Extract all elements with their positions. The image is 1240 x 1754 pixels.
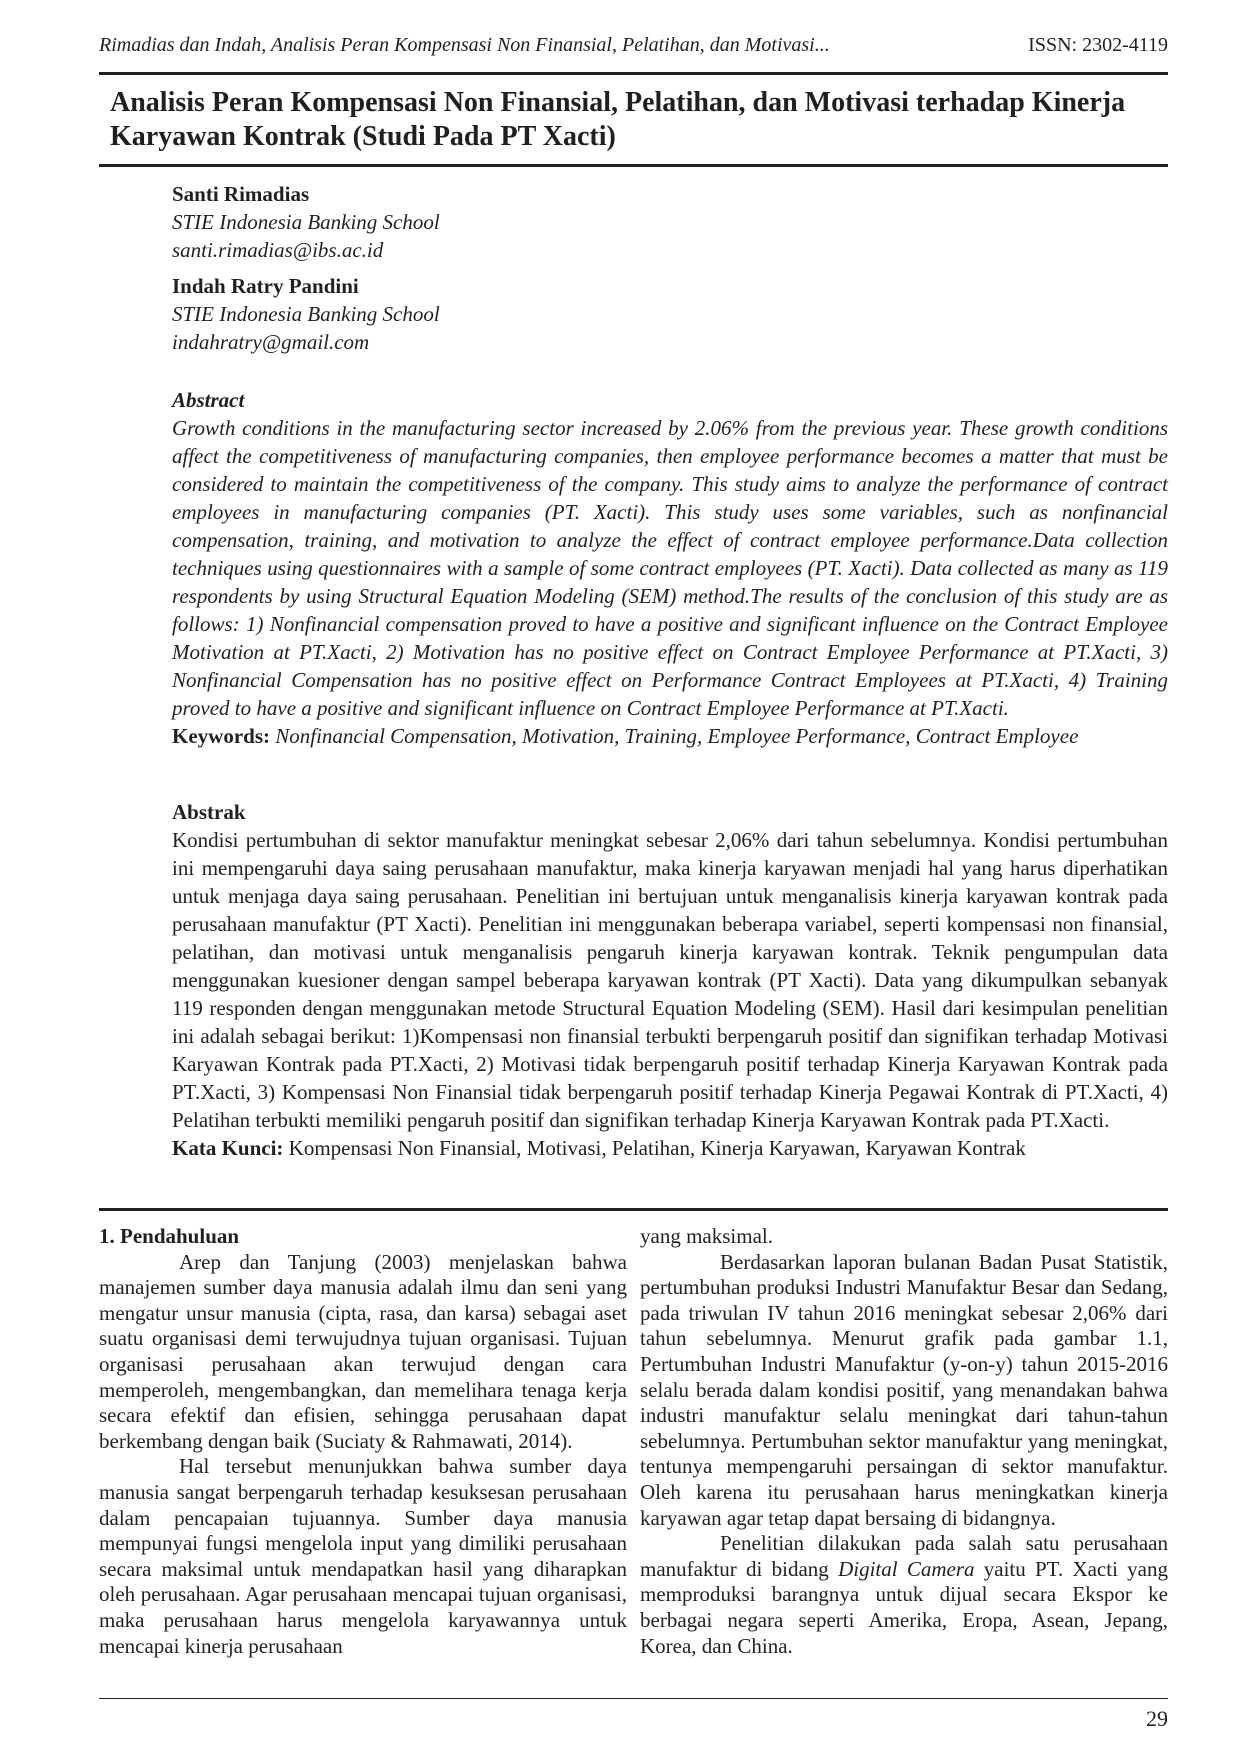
author-name: Santi Rimadias <box>172 182 310 206</box>
paragraph: Arep dan Tanjung (2003) menjelaskan bahwa manajemen sumber daya manusia adalah ilmu dan seni yang mengatur unsur manusia (cipta, rasa, dan karsa) sebagai aset suatu organisasi demi terwujudnya tujuan organisasi. Tujuan organisasi perusahaan akan terwujud dengan cara memperoleh, mengembangkan, dan memelihara tenaga kerja secara efektif dan efisien, sehingga perusahaan dapat berkembang dengan baik (Suciaty & Rahmawati, 2014). <box>99 1249 627 1453</box>
abstract-english <box>172 386 1168 750</box>
right-column <box>640 1224 1168 1659</box>
title-rule <box>99 164 1168 167</box>
kata-kunci-text: Kompensasi Non Finansial, Motivasi, Pelatihan, Kinerja Karyawan, Karyawan Kontrak <box>288 1136 1026 1160</box>
paper-title: Analisis Peran Kompensasi Non Finansial, Pelatihan, dan Motivasi terhadap Kinerja Karyawan Kontrak (Studi Pada PT Xacti) <box>110 87 1126 152</box>
emphasis-text: Digital Camera <box>838 1556 975 1581</box>
paragraph: Berdasarkan laporan bulanan Badan Pusat Statistik, pertumbuhan produksi Industri Manufaktur Besar dan Sedang, pada triwulan IV tahun 2016 meningkat sebesar 2,06% dari tahun sebelumnya. Menurut grafik pada gambar 1.1, Pertumbuhan Industri Manufaktur (y-on-y) tahun 2015-2016 selalu berada dalam kondisi positif, yang menandakan bahwa industri manufaktur selalu meningkat dari tahun-tahun sebelumnya. Pertumbuhan sektor manufaktur yang meningkat, tentunya mempengaruhi persaingan di sektor manufaktur. Oleh karena itu perusahaan harus meningkatkan kinerja karyawan agar tetap dapat bersaing di bidangnya. <box>640 1249 1168 1530</box>
kata-kunci-line <box>172 1134 1168 1162</box>
kata-kunci-label: Kata Kunci: <box>172 1136 284 1160</box>
abstrak-text: Kondisi pertumbuhan di sektor manufaktur meningkat sebesar 2,06% dari tahun sebelumnya. Kondisi pertumbuhan ini mempengaruhi daya saing perusahaan manufaktur, maka kinerja karyawan menjadi hal yang harus diperhatikan untuk menjaga daya saing perusahaan. Penelitian ini bertujuan untuk menganalisis kinerja karyawan kontrak pada perusahaan manufaktur (PT Xacti). Penelitian ini menggunakan beberapa variabel, seperti kompensasi non finansial, pelatihan, dan motivasi untuk menganalisis pengaruh kinerja karyawan kontrak. Teknik pengumpulan data menggunakan kuesioner dengan sampel beberapa karyawan kontrak (PT Xacti). Data yang dikumpulkan sebanyak 119 responden dengan menggunakan metode Structural Equation Modeling (SEM). Hasil dari kesimpulan penelitian ini adalah sebagai berikut: 1)Kompensasi non finansial terbukti berpengaruh positif dan signifikan terhadap Motivasi Karyawan Kontrak pada PT.Xacti, 2) Motivasi tidak berpengaruh positif terhadap Kinerja Karyawan Kontrak pada PT.Xacti, 3) Kompensasi Non Finansial tidak berpengaruh positif terhadap Kinerja Pegawai Kontrak di PT.Xacti, 4) Pelatihan terbukti memiliki pengaruh positif dan signifikan terhadap Kinerja Karyawan Kontrak pada PT.Xacti. <box>172 828 1168 1132</box>
left-column <box>99 1224 627 1659</box>
keywords-line <box>172 722 1168 750</box>
keywords-text: Nonfinancial Compensation, Motivation, Training, Employee Performance, Contract Employee <box>275 724 1079 748</box>
author-affiliation: STIE Indonesia Banking School <box>172 210 440 234</box>
footer-rule <box>99 1698 1168 1699</box>
author-email: santi.rimadias@ibs.ac.id <box>172 238 384 262</box>
paragraph <box>640 1531 1168 1659</box>
section-heading: 1. Pendahuluan <box>99 1224 240 1248</box>
paragraph-text: Penelitian dilakukan pada salah satu perusahaan manufaktur di bidang <box>640 1531 1168 1581</box>
author-1 <box>172 180 440 264</box>
section-rule <box>99 1208 1168 1211</box>
header-rule <box>99 72 1168 75</box>
author-name: Indah Ratry Pandini <box>172 274 359 298</box>
page-number: 29 <box>1146 1706 1168 1731</box>
abstract-text: Growth conditions in the manufacturing sector increased by 2.06% from the previous year. These growth conditions affect the competitiveness of manufacturing companies, then employee performance becomes a matter that must be considered to maintain the competitiveness of the company. This study aims to analyze the performance of contract employees in manufacturing companies (PT. Xacti). This study uses some variables, such as nonfinancial compensation, training, and motivation to analyze the effect of contract employee performance.Data collection techniques using questionnaires with a sample of some contract employees (PT. Xacti). Data collected as many as 119 respondents by using Structural Equation Modeling (SEM) method.The results of the conclusion of this study are as follows: 1) Nonfinancial compensation proved to have a positive and significant influence on the Contract Employee Motivation at PT.Xacti, 2) Motivation has no positive effect on Contract Employee Performance at PT.Xacti, 3) Nonfinancial Compensation has no positive effect on Performance Contract Employees at PT.Xacti, 4) Training proved to have a positive and significant influence on Contract Employee Performance at PT.Xacti. <box>172 416 1168 720</box>
paragraph: Hal tersebut menunjukkan bahwa sumber daya manusia sangat berpengaruh terhadap kesuksesan perusahaan dalam pencapaian tujuannya. Sumber daya manusia mempunyai fungsi mengelola input yang dimiliki perusahaan secara maksimal untuk mendapatkan hasil yang diharapkan oleh perusahaan. Agar perusahaan mencapai tujuan organisasi, maka perusahaan harus mengelola karyawannya untuk mencapai kinerja perusahaan <box>99 1454 627 1658</box>
keywords-label: Keywords: <box>172 724 270 748</box>
author-email: indahratry@gmail.com <box>172 330 370 354</box>
abstract-heading: Abstract <box>172 388 245 412</box>
paragraph-text: yaitu PT. Xacti yang memproduksi barangnya untuk dijual secara Ekspor ke berbagai negara seperti Amerika, Eropa, Asean, Jepang, Korea, dan China. <box>640 1556 1169 1658</box>
issn: ISSN: 2302-4119 <box>1028 34 1168 56</box>
abstract-indonesian <box>172 798 1168 1162</box>
abstrak-heading: Abstrak <box>172 800 246 824</box>
running-title: Rimadias dan Indah, Analisis Peran Kompensasi Non Finansial, Pelatihan, dan Motivasi... <box>99 34 830 56</box>
paragraph-continuation: yang maksimal. <box>640 1224 773 1248</box>
author-2 <box>172 272 440 356</box>
author-affiliation: STIE Indonesia Banking School <box>172 302 440 326</box>
